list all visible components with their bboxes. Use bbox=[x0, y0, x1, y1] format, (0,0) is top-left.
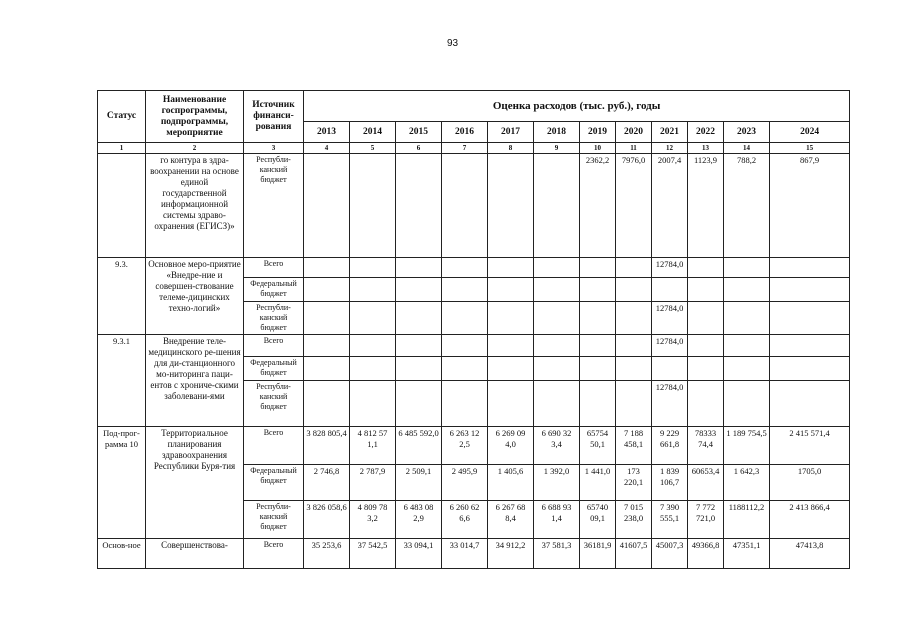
value-cell bbox=[442, 381, 488, 427]
value-cell bbox=[488, 302, 534, 335]
year-header: 2017 bbox=[488, 122, 534, 143]
value-cell: 2 415 571,4 bbox=[770, 427, 850, 465]
value-cell: 6 485 592,0 bbox=[396, 427, 442, 465]
value-cell: 47413,8 bbox=[770, 539, 850, 569]
year-header: 2015 bbox=[396, 122, 442, 143]
value-cell: 1705,0 bbox=[770, 465, 850, 501]
value-cell: 1123,9 bbox=[688, 154, 724, 258]
value-cell bbox=[534, 302, 580, 335]
table-row bbox=[98, 258, 850, 278]
value-cell: 37 581,3 bbox=[534, 539, 580, 569]
value-cell bbox=[534, 381, 580, 427]
value-cell bbox=[442, 302, 488, 335]
value-cell: 4 809 78 3,2 bbox=[350, 501, 396, 539]
value-cell bbox=[652, 357, 688, 381]
year-header: 2014 bbox=[350, 122, 396, 143]
value-cell: 9 229 661,8 bbox=[652, 427, 688, 465]
value-cell bbox=[770, 278, 850, 302]
value-cell: 6 483 08 2,9 bbox=[396, 501, 442, 539]
value-cell bbox=[616, 357, 652, 381]
value-cell: 1 189 754,5 bbox=[724, 427, 770, 465]
column-number: 6 bbox=[396, 143, 442, 154]
value-cell bbox=[350, 258, 396, 278]
row-source: Всего bbox=[244, 258, 304, 278]
value-cell: 1 642,3 bbox=[724, 465, 770, 501]
year-header: 2019 bbox=[580, 122, 616, 143]
value-cell bbox=[396, 357, 442, 381]
header-source: Источник финанси-рования bbox=[244, 91, 304, 143]
value-cell bbox=[304, 357, 350, 381]
value-cell: 34 912,2 bbox=[488, 539, 534, 569]
row-source: Республи-канский бюджет bbox=[244, 302, 304, 335]
value-cell: 7 772 721,0 bbox=[688, 501, 724, 539]
value-cell bbox=[580, 258, 616, 278]
value-cell bbox=[688, 278, 724, 302]
value-cell: 6 267 68 8,4 bbox=[488, 501, 534, 539]
column-number: 12 bbox=[652, 143, 688, 154]
value-cell bbox=[616, 258, 652, 278]
value-cell bbox=[580, 278, 616, 302]
value-cell bbox=[350, 357, 396, 381]
value-cell bbox=[442, 335, 488, 357]
value-cell: 7 188 458,1 bbox=[616, 427, 652, 465]
column-number: 13 bbox=[688, 143, 724, 154]
value-cell: 36181,9 bbox=[580, 539, 616, 569]
value-cell bbox=[304, 154, 350, 258]
value-cell: 2 509,1 bbox=[396, 465, 442, 501]
value-cell bbox=[488, 357, 534, 381]
value-cell: 6 263 12 2,5 bbox=[442, 427, 488, 465]
value-cell bbox=[770, 381, 850, 427]
value-cell: 6 688 93 1,4 bbox=[534, 501, 580, 539]
value-cell bbox=[724, 258, 770, 278]
value-cell bbox=[350, 335, 396, 357]
value-cell: 1 405,6 bbox=[488, 465, 534, 501]
row-status: Основ-ное bbox=[98, 539, 146, 569]
value-cell bbox=[534, 258, 580, 278]
row-source: Всего bbox=[244, 335, 304, 357]
value-cell bbox=[770, 357, 850, 381]
value-cell bbox=[688, 302, 724, 335]
value-cell: 7 390 555,1 bbox=[652, 501, 688, 539]
value-cell bbox=[688, 335, 724, 357]
value-cell bbox=[616, 381, 652, 427]
row-name: го контура в здра-воохранении на основе единой государственной информационной системы здраво-охранения (ЕГИСЗ)» bbox=[146, 154, 244, 258]
row-status bbox=[98, 154, 146, 258]
value-cell: 2 495,9 bbox=[442, 465, 488, 501]
row-status: 9.3. bbox=[98, 258, 146, 335]
value-cell bbox=[580, 381, 616, 427]
value-cell: 6 260 62 6,6 bbox=[442, 501, 488, 539]
value-cell: 2007,4 bbox=[652, 154, 688, 258]
column-number: 11 bbox=[616, 143, 652, 154]
table-row bbox=[98, 539, 850, 569]
value-cell bbox=[724, 302, 770, 335]
value-cell bbox=[442, 357, 488, 381]
value-cell: 60653,4 bbox=[688, 465, 724, 501]
header-estimate: Оценка расходов (тыс. руб.), годы bbox=[304, 91, 850, 122]
value-cell bbox=[770, 258, 850, 278]
row-status: Под-прог-рамма 10 bbox=[98, 427, 146, 539]
header-name: Наименование госпрограммы, подпрограммы, мероприятие bbox=[146, 91, 244, 143]
value-cell: 47351,1 bbox=[724, 539, 770, 569]
value-cell bbox=[488, 335, 534, 357]
value-cell bbox=[396, 278, 442, 302]
column-number: 9 bbox=[534, 143, 580, 154]
value-cell: 2 413 866,4 bbox=[770, 501, 850, 539]
row-source: Федеральный бюджет bbox=[244, 357, 304, 381]
value-cell bbox=[396, 381, 442, 427]
value-cell: 2362,2 bbox=[580, 154, 616, 258]
value-cell: 7976,0 bbox=[616, 154, 652, 258]
column-number: 7 bbox=[442, 143, 488, 154]
value-cell bbox=[534, 335, 580, 357]
value-cell bbox=[304, 278, 350, 302]
value-cell bbox=[688, 357, 724, 381]
column-number: 4 bbox=[304, 143, 350, 154]
row-source: Федеральный бюджет bbox=[244, 278, 304, 302]
value-cell bbox=[442, 258, 488, 278]
value-cell: 12784,0 bbox=[652, 302, 688, 335]
row-name: Внедрение теле-медицинского ре-шения для ди-станционного мо-ниторинга паци-ентов с хрониче-скими заболевани-ями bbox=[146, 335, 244, 427]
value-cell bbox=[396, 335, 442, 357]
row-source: Федеральный бюджет bbox=[244, 465, 304, 501]
column-number: 2 bbox=[146, 143, 244, 154]
value-cell: 65754 50,1 bbox=[580, 427, 616, 465]
value-cell bbox=[442, 154, 488, 258]
value-cell bbox=[534, 278, 580, 302]
value-cell bbox=[724, 381, 770, 427]
column-number: 1 bbox=[98, 143, 146, 154]
row-source: Республи-канский бюджет bbox=[244, 154, 304, 258]
value-cell: 867,9 bbox=[770, 154, 850, 258]
value-cell bbox=[652, 278, 688, 302]
value-cell bbox=[350, 381, 396, 427]
column-number: 8 bbox=[488, 143, 534, 154]
year-header: 2018 bbox=[534, 122, 580, 143]
row-name: Основное меро-приятие «Внедре-ние и совершен-ствование телеме-дицинских техно-логий» bbox=[146, 258, 244, 335]
row-name: Территориальное планирования здравоохранения Республики Буря-тия bbox=[146, 427, 244, 539]
value-cell bbox=[304, 302, 350, 335]
header-status: Статус bbox=[98, 91, 146, 143]
value-cell: 2 746,8 bbox=[304, 465, 350, 501]
value-cell: 37 542,5 bbox=[350, 539, 396, 569]
value-cell bbox=[770, 302, 850, 335]
column-number: 3 bbox=[244, 143, 304, 154]
value-cell bbox=[396, 258, 442, 278]
value-cell bbox=[442, 278, 488, 302]
value-cell: 33 094,1 bbox=[396, 539, 442, 569]
value-cell: 33 014,7 bbox=[442, 539, 488, 569]
value-cell bbox=[724, 357, 770, 381]
value-cell bbox=[304, 335, 350, 357]
value-cell bbox=[488, 154, 534, 258]
value-cell bbox=[350, 154, 396, 258]
page-number: 93 bbox=[446, 38, 459, 49]
year-header: 2016 bbox=[442, 122, 488, 143]
value-cell bbox=[770, 335, 850, 357]
table-row bbox=[98, 427, 850, 465]
value-cell bbox=[350, 278, 396, 302]
year-header: 2023 bbox=[724, 122, 770, 143]
value-cell bbox=[534, 154, 580, 258]
year-header: 2022 bbox=[688, 122, 724, 143]
value-cell: 3 826 058,6 bbox=[304, 501, 350, 539]
value-cell: 6 690 32 3,4 bbox=[534, 427, 580, 465]
value-cell bbox=[616, 278, 652, 302]
row-name: Совершенствова- bbox=[146, 539, 244, 569]
value-cell: 788,2 bbox=[724, 154, 770, 258]
value-cell: 12784,0 bbox=[652, 335, 688, 357]
column-number: 15 bbox=[770, 143, 850, 154]
value-cell: 49366,8 bbox=[688, 539, 724, 569]
row-source: Всего bbox=[244, 539, 304, 569]
column-number: 10 bbox=[580, 143, 616, 154]
value-cell: 65740 09,1 bbox=[580, 501, 616, 539]
value-cell bbox=[724, 278, 770, 302]
value-cell bbox=[580, 357, 616, 381]
value-cell: 1 839 106,7 bbox=[652, 465, 688, 501]
row-status: 9.3.1 bbox=[98, 335, 146, 427]
value-cell: 1 441,0 bbox=[580, 465, 616, 501]
value-cell: 35 253,6 bbox=[304, 539, 350, 569]
value-cell bbox=[396, 302, 442, 335]
value-cell bbox=[350, 302, 396, 335]
value-cell: 3 828 805,4 bbox=[304, 427, 350, 465]
value-cell bbox=[688, 381, 724, 427]
year-header: 2020 bbox=[616, 122, 652, 143]
value-cell bbox=[488, 258, 534, 278]
column-number: 5 bbox=[350, 143, 396, 154]
value-cell bbox=[688, 258, 724, 278]
value-cell: 1188112,2 bbox=[724, 501, 770, 539]
value-cell: 1 392,0 bbox=[534, 465, 580, 501]
value-cell bbox=[396, 154, 442, 258]
row-source: Всего bbox=[244, 427, 304, 465]
value-cell: 6 269 09 4,0 bbox=[488, 427, 534, 465]
value-cell: 41607,5 bbox=[616, 539, 652, 569]
expenditure-table bbox=[97, 90, 850, 569]
table-body bbox=[98, 154, 850, 569]
year-header: 2024 bbox=[770, 122, 850, 143]
year-header: 2013 bbox=[304, 122, 350, 143]
value-cell: 12784,0 bbox=[652, 381, 688, 427]
value-cell bbox=[304, 381, 350, 427]
value-cell: 4 812 57 1,1 bbox=[350, 427, 396, 465]
value-cell bbox=[616, 335, 652, 357]
column-number: 14 bbox=[724, 143, 770, 154]
value-cell: 2 787,9 bbox=[350, 465, 396, 501]
value-cell: 7 015 238,0 bbox=[616, 501, 652, 539]
value-cell bbox=[580, 302, 616, 335]
value-cell bbox=[580, 335, 616, 357]
value-cell: 45007,3 bbox=[652, 539, 688, 569]
value-cell bbox=[304, 258, 350, 278]
row-source: Республи-канский бюджет bbox=[244, 501, 304, 539]
value-cell bbox=[488, 381, 534, 427]
value-cell bbox=[488, 278, 534, 302]
table-row bbox=[98, 154, 850, 258]
value-cell bbox=[724, 335, 770, 357]
value-cell bbox=[616, 302, 652, 335]
table-row bbox=[98, 335, 850, 357]
value-cell: 12784,0 bbox=[652, 258, 688, 278]
value-cell: 173 220,1 bbox=[616, 465, 652, 501]
value-cell bbox=[534, 357, 580, 381]
value-cell: 78333 74,4 bbox=[688, 427, 724, 465]
year-header: 2021 bbox=[652, 122, 688, 143]
row-source: Республи-канский бюджет bbox=[244, 381, 304, 427]
